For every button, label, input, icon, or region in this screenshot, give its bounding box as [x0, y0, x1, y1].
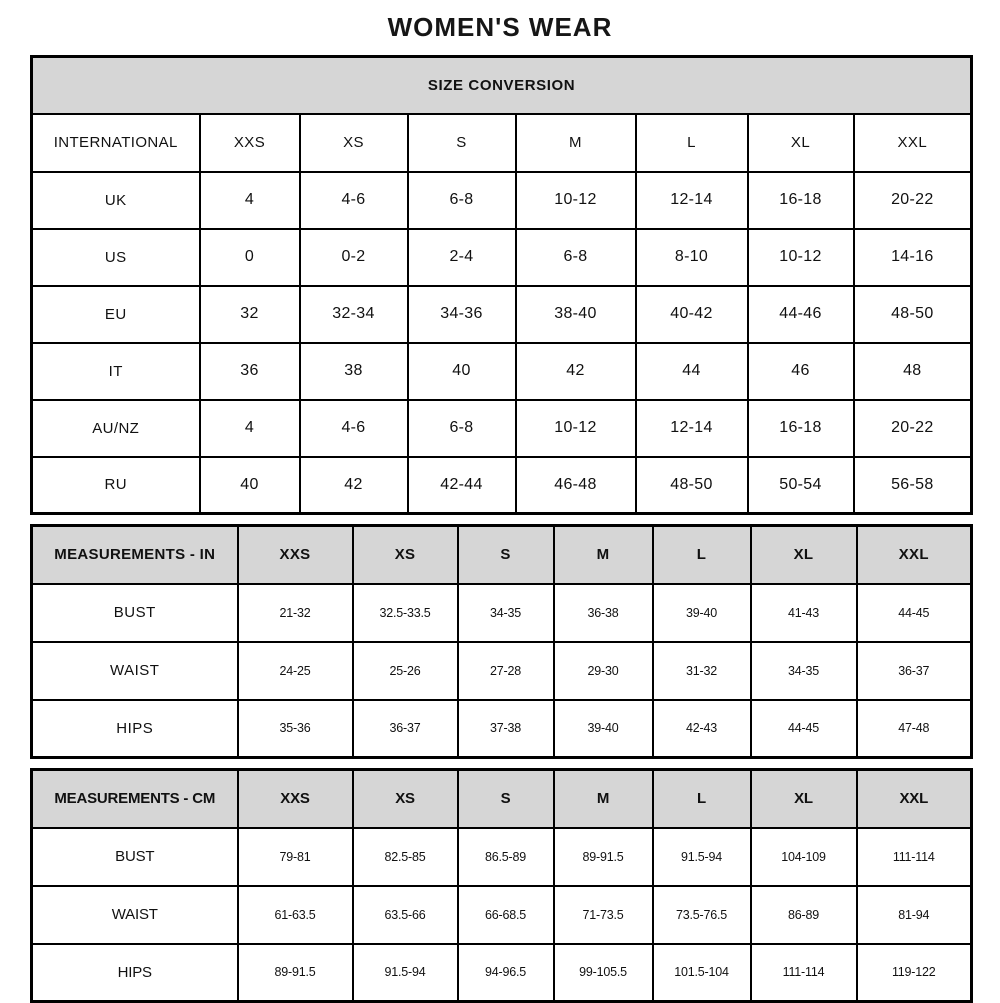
value-cell: 86-89: [751, 886, 857, 944]
value-cell: 6-8: [516, 229, 636, 286]
row-label-cell: WAIST: [32, 642, 238, 700]
value-cell: 89-91.5: [238, 944, 353, 1002]
value-cell: 91.5-94: [353, 944, 458, 1002]
value-cell: 44-45: [857, 584, 972, 642]
row-label-cell: IT: [32, 343, 200, 400]
value-cell: 4: [200, 400, 300, 457]
value-cell: 32.5-33.5: [353, 584, 458, 642]
value-cell: 46-48: [516, 457, 636, 514]
value-cell: 24-25: [238, 642, 353, 700]
value-cell: 63.5-66: [353, 886, 458, 944]
value-cell: 0: [200, 229, 300, 286]
value-cell: 44: [636, 343, 748, 400]
value-cell: 39-40: [554, 700, 653, 758]
table-row: [32, 400, 972, 457]
value-cell: 0-2: [300, 229, 408, 286]
value-cell: 40: [200, 457, 300, 514]
value-cell: 111-114: [751, 944, 857, 1002]
header-cell-m: M: [554, 526, 653, 584]
value-cell: 42: [300, 457, 408, 514]
value-cell: 2-4: [408, 229, 516, 286]
table-row: [32, 229, 972, 286]
row-label-cell: BUST: [32, 828, 238, 886]
value-cell: 4: [200, 172, 300, 229]
value-cell: 38-40: [516, 286, 636, 343]
table-row: [32, 642, 972, 700]
header-cell-s: S: [458, 526, 554, 584]
size-conversion-title-row: [32, 57, 972, 114]
size-conversion-header-row: [32, 114, 972, 172]
row-label-cell: EU: [32, 286, 200, 343]
value-cell: 29-30: [554, 642, 653, 700]
value-cell: 42: [516, 343, 636, 400]
row-label-cell: US: [32, 229, 200, 286]
value-cell: 25-26: [353, 642, 458, 700]
value-cell: 44-45: [751, 700, 857, 758]
value-cell: 10-12: [748, 229, 854, 286]
header-cell-xs: XS: [353, 770, 458, 828]
value-cell: 89-91.5: [554, 828, 653, 886]
size-conversion-table: [30, 55, 973, 515]
row-label-cell: WAIST: [32, 886, 238, 944]
row-label-cell: HIPS: [32, 944, 238, 1002]
measurements-in-body: [32, 584, 972, 758]
value-cell: 20-22: [854, 172, 972, 229]
value-cell: 48-50: [636, 457, 748, 514]
value-cell: 10-12: [516, 172, 636, 229]
row-label-cell: RU: [32, 457, 200, 514]
value-cell: 81-94: [857, 886, 972, 944]
value-cell: 10-12: [516, 400, 636, 457]
value-cell: 36: [200, 343, 300, 400]
value-cell: 36-37: [857, 642, 972, 700]
row-label-cell: BUST: [32, 584, 238, 642]
header-cell-xxl: XXL: [854, 114, 972, 172]
header-cell-m: M: [516, 114, 636, 172]
value-cell: 8-10: [636, 229, 748, 286]
value-cell: 40: [408, 343, 516, 400]
value-cell: 111-114: [857, 828, 972, 886]
row-label-cell: UK: [32, 172, 200, 229]
value-cell: 61-63.5: [238, 886, 353, 944]
header-cell-l: L: [636, 114, 748, 172]
table-row: [32, 828, 972, 886]
table-row: [32, 886, 972, 944]
value-cell: 46: [748, 343, 854, 400]
size-conversion-body: [32, 172, 972, 514]
header-cell-xxs: XXS: [200, 114, 300, 172]
page-title: WOMEN'S WEAR: [387, 12, 613, 42]
table-row: [32, 584, 972, 642]
table-row: [32, 944, 972, 1002]
value-cell: 82.5-85: [353, 828, 458, 886]
header-cell-xxs: XXS: [238, 770, 353, 828]
table-row: [32, 343, 972, 400]
header-cell-xxs: XXS: [238, 526, 353, 584]
value-cell: 6-8: [408, 172, 516, 229]
value-cell: 48-50: [854, 286, 972, 343]
value-cell: 35-36: [238, 700, 353, 758]
value-cell: 16-18: [748, 400, 854, 457]
header-cell-xxl: XXL: [857, 526, 972, 584]
header-cell-l: L: [653, 770, 751, 828]
value-cell: 12-14: [636, 172, 748, 229]
value-cell: 14-16: [854, 229, 972, 286]
table-row: [32, 286, 972, 343]
value-cell: 86.5-89: [458, 828, 554, 886]
header-cell-l: L: [653, 526, 751, 584]
header-cell-xxl: XXL: [857, 770, 972, 828]
value-cell: 41-43: [751, 584, 857, 642]
value-cell: 37-38: [458, 700, 554, 758]
value-cell: 34-35: [458, 584, 554, 642]
header-cell-xs: XS: [353, 526, 458, 584]
header-cell-xs: XS: [300, 114, 408, 172]
value-cell: 31-32: [653, 642, 751, 700]
value-cell: 36-37: [353, 700, 458, 758]
value-cell: 12-14: [636, 400, 748, 457]
value-cell: 79-81: [238, 828, 353, 886]
value-cell: 42-43: [653, 700, 751, 758]
value-cell: 4-6: [300, 400, 408, 457]
value-cell: 27-28: [458, 642, 554, 700]
value-cell: 94-96.5: [458, 944, 554, 1002]
value-cell: 66-68.5: [458, 886, 554, 944]
value-cell: 21-32: [238, 584, 353, 642]
header-cell-s: S: [458, 770, 554, 828]
table-row: [32, 172, 972, 229]
value-cell: 44-46: [748, 286, 854, 343]
measurements-in-table: [30, 524, 973, 759]
value-cell: 4-6: [300, 172, 408, 229]
measurements-cm-body: [32, 828, 972, 1002]
value-cell: 73.5-76.5: [653, 886, 751, 944]
value-cell: 32: [200, 286, 300, 343]
measurements-cm-table: [30, 768, 973, 1003]
header-cell-s: S: [408, 114, 516, 172]
value-cell: 91.5-94: [653, 828, 751, 886]
value-cell: 6-8: [408, 400, 516, 457]
value-cell: 32-34: [300, 286, 408, 343]
value-cell: 36-38: [554, 584, 653, 642]
value-cell: 104-109: [751, 828, 857, 886]
measurements-cm-header-row: [32, 770, 972, 828]
header-cell-xl: XL: [748, 114, 854, 172]
value-cell: 119-122: [857, 944, 972, 1002]
value-cell: 99-105.5: [554, 944, 653, 1002]
size-conversion-title: SIZE CONVERSION: [32, 57, 972, 114]
value-cell: 101.5-104: [653, 944, 751, 1002]
header-cell-measurements-cm: MEASUREMENTS - CM: [32, 770, 238, 828]
measurements-in-header-row: [32, 526, 972, 584]
value-cell: 39-40: [653, 584, 751, 642]
header-cell-xl: XL: [751, 770, 857, 828]
row-label-cell: HIPS: [32, 700, 238, 758]
header-cell-xl: XL: [751, 526, 857, 584]
header-cell-m: M: [554, 770, 653, 828]
table-row: [32, 700, 972, 758]
value-cell: 56-58: [854, 457, 972, 514]
header-cell-international: INTERNATIONAL: [32, 114, 200, 172]
table-row: [32, 457, 972, 514]
row-label-cell: AU/NZ: [32, 400, 200, 457]
value-cell: 34-36: [408, 286, 516, 343]
value-cell: 16-18: [748, 172, 854, 229]
value-cell: 71-73.5: [554, 886, 653, 944]
value-cell: 20-22: [854, 400, 972, 457]
value-cell: 42-44: [408, 457, 516, 514]
value-cell: 47-48: [857, 700, 972, 758]
value-cell: 38: [300, 343, 408, 400]
value-cell: 34-35: [751, 642, 857, 700]
value-cell: 50-54: [748, 457, 854, 514]
header-cell-measurements-in: MEASUREMENTS - IN: [32, 526, 238, 584]
value-cell: 40-42: [636, 286, 748, 343]
value-cell: 48: [854, 343, 972, 400]
